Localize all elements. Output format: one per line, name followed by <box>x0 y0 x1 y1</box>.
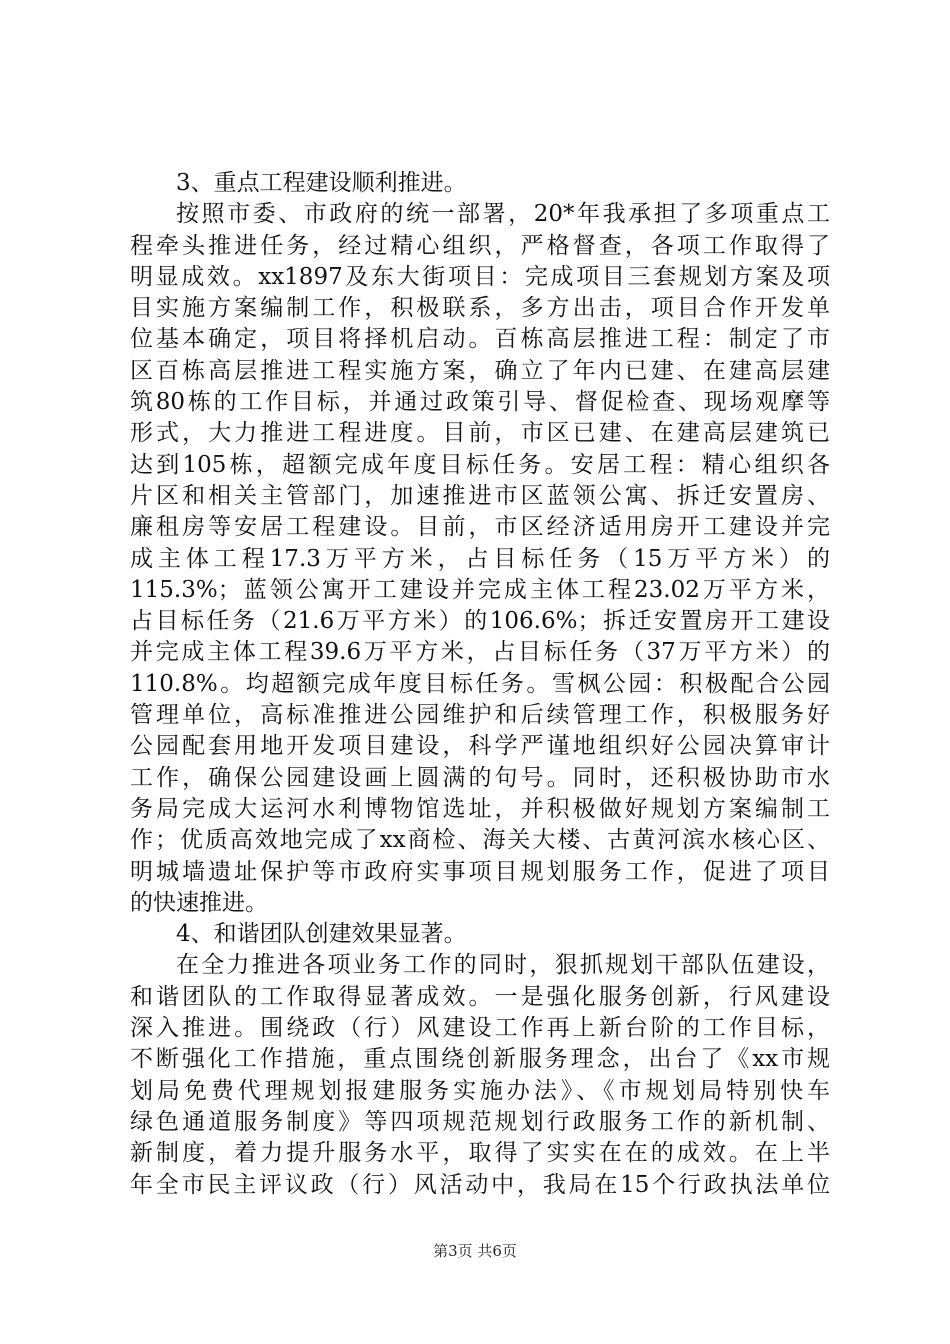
paragraph-line: 筑80栋的工作目标，并通过政策引导、督促检查、现场观摩等 <box>130 389 830 416</box>
paragraph-line: 年全市民主评议政（行）风活动中，我局在15个行政执法单位 <box>130 1171 830 1198</box>
paragraph-line: 按照市委、市政府的统一部署，20*年我承担了多项重点工 <box>176 201 830 228</box>
paragraph-line: 程牵头推进任务，经过精心组织，严格督查，各项工作取得了 <box>130 232 830 259</box>
paragraph-line: 作；优质高效地完成了xx商检、海关大楼、古黄河滨水核心区、 <box>130 827 830 854</box>
paragraph-line: 不断强化工作措施，重点围绕创新服务理念，出台了《xx市规 <box>130 1046 830 1073</box>
paragraph-line: 工作，确保公园建设画上圆满的句号。同时，还积极协助市水 <box>130 764 830 791</box>
paragraph-line: 并完成主体工程39.6万平方米，占目标任务（37万平方米）的 <box>130 639 830 666</box>
paragraph-line: 绿色通道服务制度》等四项规范规划行政服务工作的新机制、 <box>130 1108 830 1135</box>
page-footer: 第3页 共6页 <box>433 1242 517 1260</box>
paragraph-line: 和谐团队的工作取得显著成效。一是强化服务创新，行风建设 <box>130 983 830 1010</box>
paragraph-line: 新制度，着力提升服务水平，取得了实实在在的成效。在上半 <box>130 1140 830 1167</box>
paragraph-line: 位基本确定，项目将择机启动。百栋高层推进工程：制定了市 <box>130 326 830 353</box>
section-heading-4: 4、和谐团队创建效果显著。 <box>176 921 467 948</box>
paragraph-line: 务局完成大运河水利博物馆选址，并积极做好规划方案编制工 <box>130 795 830 822</box>
paragraph-line: 目实施方案编制工作，积极联系，多方出击，项目合作开发单 <box>130 295 830 322</box>
paragraph-line: 115.3%；蓝领公寓开工建设并完成主体工程23.02万平方米， <box>130 576 830 603</box>
paragraph-line: 片区和相关主管部门，加速推进市区蓝领公寓、拆迁安置房、 <box>130 482 830 509</box>
paragraph-line: 区百栋高层推进工程实施方案，确立了年内已建、在建高层建 <box>130 357 830 384</box>
paragraph-line: 的快速推进。 <box>130 889 268 916</box>
paragraph-line: 管理单位，高标准推进公园维护和后续管理工作，积极服务好 <box>130 702 830 729</box>
body-text <box>130 168 830 1201</box>
paragraph-line: 达到105栋，超额完成年度目标任务。安居工程：精心组织各 <box>130 451 830 478</box>
paragraph-line: 110.8%。均超额完成年度目标任务。雪枫公园：积极配合公园 <box>130 670 830 697</box>
paragraph-line: 划局免费代理规划报建服务实施办法》、《市规划局特别快车 <box>130 1077 830 1104</box>
paragraph-line: 廉租房等安居工程建设。目前，市区经济适用房开工建设并完 <box>130 514 830 541</box>
section-heading-3: 3、重点工程建设顺利推进。 <box>176 170 467 196</box>
paragraph-line: 公园配套用地开发项目建设，科学严谨地组织好公园决算审计 <box>130 733 830 760</box>
paragraph-line: 形式，大力推进工程进度。目前，市区已建、在建高层建筑已 <box>130 420 830 447</box>
paragraph-line: 明显成效。xx1897及东大街项目：完成项目三套规划方案及项 <box>130 263 830 290</box>
paragraph-line: 在全力推进各项业务工作的同时，狠抓规划干部队伍建设， <box>176 952 830 979</box>
paragraph-line: 深入推进。围绕政（行）风建设工作再上新台阶的工作目标， <box>130 1015 830 1042</box>
paragraph-line: 成主体工程17.3万平方米，占目标任务（15万平方米）的 <box>130 545 830 572</box>
paragraph-line: 占目标任务（21.6万平方米）的106.6%；拆迁安置房开工建设 <box>130 608 830 635</box>
paragraph-line: 明城墙遗址保护等市政府实事项目规划服务工作，促进了项目 <box>130 858 830 885</box>
